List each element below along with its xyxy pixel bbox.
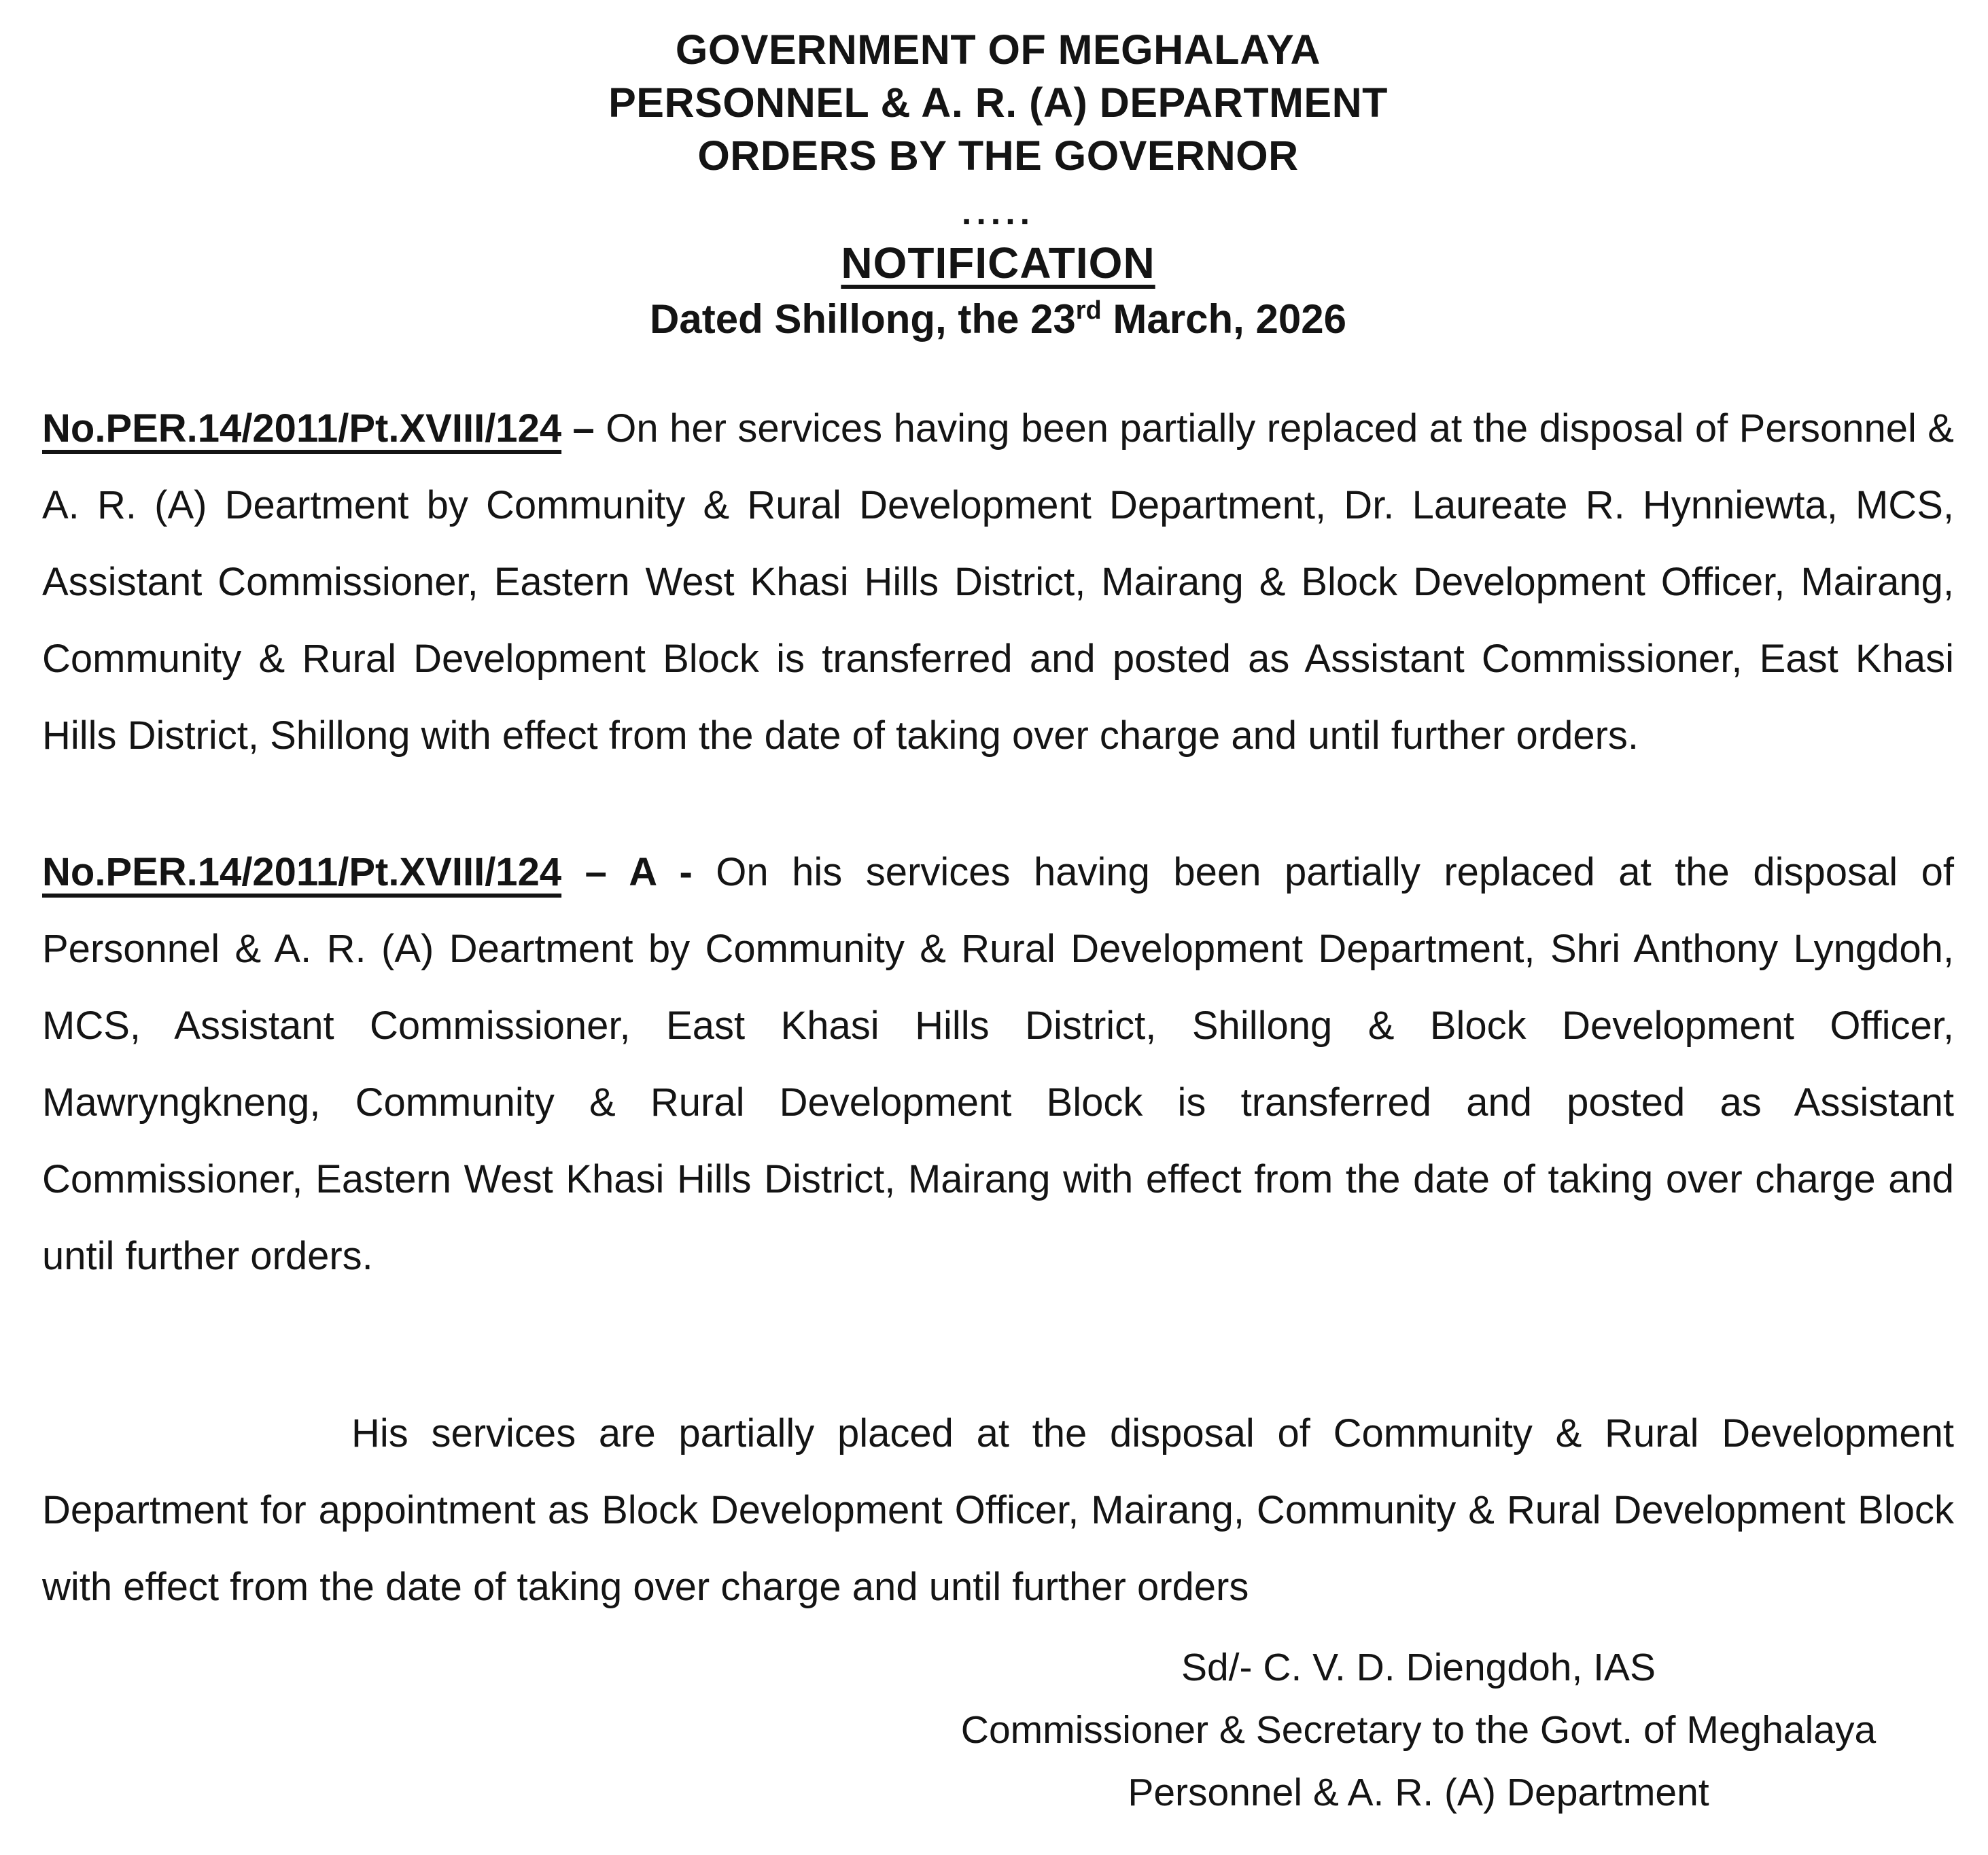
signatory-designation: Commissioner & Secretary to the Govt. of Meghalaya: [960, 1708, 1877, 1752]
signatory-department: Personnel & A. R. (A) Department: [1128, 1771, 1709, 1814]
order-number-2-dash: – A -: [561, 850, 716, 894]
order-number-2: No.PER.14/2011/Pt.XVIII/124: [42, 850, 562, 894]
signature-block: [932, 1636, 1904, 1824]
header-orders-line: ORDERS BY THE GOVERNOR: [697, 132, 1299, 179]
paragraph-2-body: On his services having been partially replaced at the disposal of Personnel & A. R. (A) Deartment by Community & Rural Development Department, Shri Anthony Lyngdoh, MCS, Assistant Commissioner, East Khasi Hills District, Shillong & Block Development Officer, Mawryngkneng, Community & Rural Development Block is transferred and posted as Assistant Commissioner, Eastern West Khasi Hills District, Mairang with effect from the date of taking over charge and until further orders.: [42, 850, 1954, 1278]
order-number-1-dash: –: [561, 406, 606, 450]
date-prefix: Dated Shillong, the 23: [650, 296, 1076, 342]
date-line: [42, 292, 1954, 347]
title-row: [42, 228, 1954, 288]
header-government-line: GOVERNMENT OF MEGHALAYA: [675, 26, 1321, 73]
date-ordinal-superscript: rd: [1075, 296, 1102, 325]
paragraph-order-1: [42, 390, 1954, 774]
document-title: NOTIFICATION: [841, 238, 1155, 287]
paragraph-order-2: [42, 834, 1954, 1294]
paragraph-placement: [42, 1395, 1954, 1625]
signatory-name: Sd/- C. V. D. Diengdoh, IAS: [1181, 1646, 1656, 1689]
document-header: [42, 23, 1954, 347]
paragraph-3-body: His services are partially placed at the disposal of Community & Rural Development Department for appointment as Block Development Officer, Mairang, Community & Rural Development Block with effect from the date of taking over charge and until further orders: [42, 1411, 1954, 1609]
paragraph-1-body: On her services having been partially replaced at the disposal of Personnel & A. R. (A) Deartment by Community & Rural Development Department, Dr. Laureate R. Hynniewta, MCS, Assistant Commissioner, Eastern West Khasi Hills District, Mairang & Block Development Officer, Mairang, Community & Rural Development Block is transferred and posted as Assistant Commissioner, East Khasi Hills District, Shillong with effect from the date of taking over charge and until further orders.: [42, 406, 1954, 758]
separator-dots: .....: [961, 193, 1035, 232]
date-suffix: March, 2026: [1101, 296, 1346, 342]
order-number-1: No.PER.14/2011/Pt.XVIII/124: [42, 406, 562, 450]
header-department-line: PERSONNEL & A. R. (A) DEPARTMENT: [608, 80, 1388, 126]
